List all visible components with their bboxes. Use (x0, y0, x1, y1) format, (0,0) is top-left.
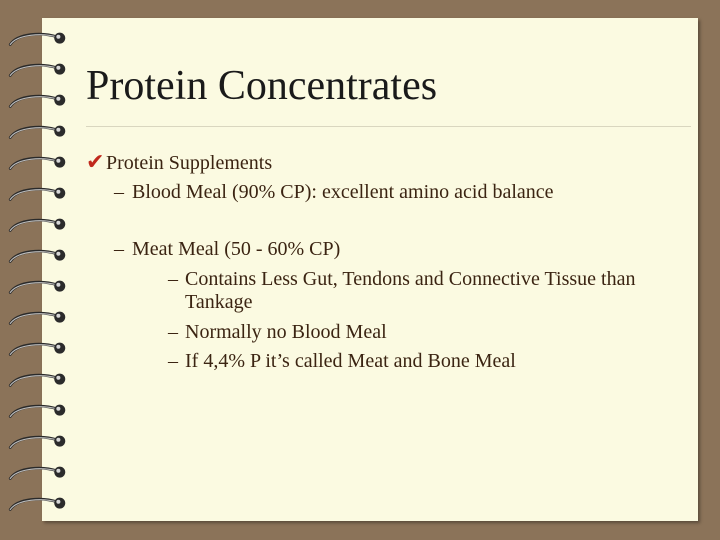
subitem-contains-less-gut-cont: Tankage (185, 291, 253, 313)
title-divider (86, 126, 691, 127)
spiral-ring-icon (2, 493, 68, 515)
spiral-ring-icon (2, 214, 68, 236)
spiral-ring-icon (2, 121, 68, 143)
subitem-no-blood-meal: Normally no Blood Meal (185, 321, 387, 343)
spiral-ring-icon (2, 369, 68, 391)
spiral-ring-icon (2, 307, 68, 329)
subitem-contains-less-gut: Contains Less Gut, Tendons and Connective Tissue than (185, 268, 636, 290)
spiral-ring-icon (2, 90, 68, 112)
dash-icon: – (168, 268, 178, 290)
dash-icon: – (114, 181, 124, 203)
item-meat-meal: Meat Meal (50 - 60% CP) (132, 238, 341, 260)
spiral-ring-icon (2, 28, 68, 50)
checkmark-icon: ✔ (86, 150, 105, 175)
spiral-ring-icon (2, 152, 68, 174)
spiral-ring-icon (2, 338, 68, 360)
notebook-page (42, 18, 698, 521)
dash-icon: – (168, 350, 178, 372)
spiral-ring-icon (2, 59, 68, 81)
spiral-ring-icon (2, 183, 68, 205)
spiral-ring-icon (2, 462, 68, 484)
spiral-ring-icon (2, 431, 68, 453)
spiral-ring-icon (2, 400, 68, 422)
dash-icon: – (114, 238, 124, 260)
spiral-ring-icon (2, 276, 68, 298)
slide-title: Protein Concentrates (86, 63, 438, 109)
bullet-protein-supplements: Protein Supplements (106, 152, 273, 174)
item-blood-meal: Blood Meal (90% CP): excellent amino acid balance (132, 181, 554, 203)
subitem-meat-and-bone-meal: If 4,4% P it’s called Meat and Bone Meal (185, 350, 516, 372)
dash-icon: – (168, 321, 178, 343)
spiral-ring-icon (2, 245, 68, 267)
